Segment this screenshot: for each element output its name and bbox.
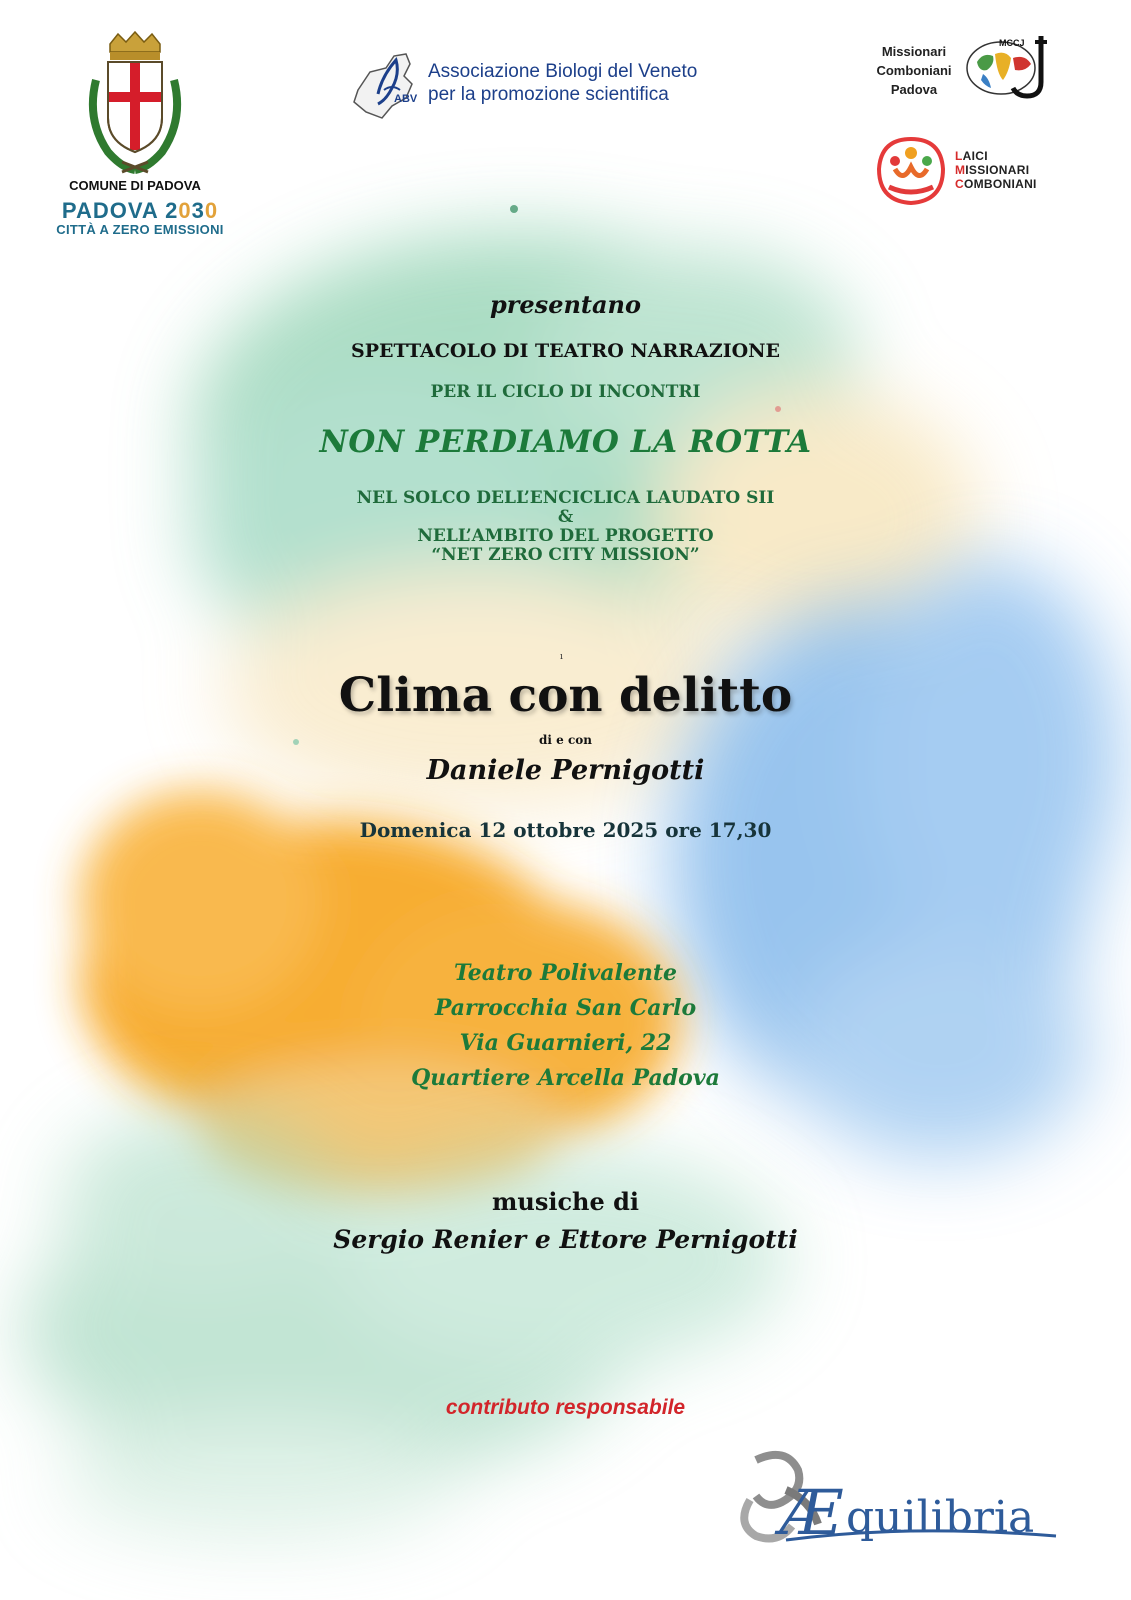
abv-name [428, 60, 697, 106]
solco-line1: NEL SOLCO DELL’ENCICLICA LAUDATO SII [356, 488, 775, 508]
venue-line2: Parrocchia San Carlo [434, 995, 697, 1021]
musician-names: Sergio Renier e Ettore Pernigotti [333, 1225, 798, 1254]
project-context [0, 489, 1131, 565]
series-title: NON PERDIAMO LA ROTTA [319, 424, 812, 460]
mccj-line3: Padova [890, 82, 938, 97]
presentano: presentano [489, 290, 642, 319]
venue-block [0, 956, 1131, 1096]
ciclo-heading: PER IL CICLO DI INCONTRI [430, 382, 701, 402]
lmc-name [955, 149, 1037, 191]
mccj-line1: Missionari [881, 44, 947, 59]
author-name: Daniele Pernigotti [426, 755, 705, 786]
venue-line3: Via Guarnieri, 22 [459, 1030, 672, 1056]
venue-line1: Teatro Polivalente [453, 960, 678, 986]
abv-veneto-map-icon [348, 50, 438, 124]
zero-emissioni-label: CITTÀ A ZERO EMISSIONI [56, 222, 224, 237]
abv-line2: per la promozione scientifica [428, 84, 669, 105]
lmc-line3: COMBONIANI [955, 177, 1037, 191]
comune-padova-crest-icon [82, 30, 188, 178]
music-label: musiche di [491, 1187, 640, 1216]
comune-label: COMUNE DI PADOVA [69, 178, 201, 193]
mccj-name [862, 42, 966, 99]
solco-line3: NELL’AMBITO DEL PROGETTO [417, 526, 714, 546]
equilibria-logo-icon [726, 1440, 1066, 1550]
di-e-con: di e con [539, 733, 592, 747]
padova-2030-logo: PADOVA 2030 [61, 198, 219, 223]
venue-line4: Quartiere Arcella Padova [411, 1065, 720, 1091]
svg-text:Æ: Æ [780, 1476, 843, 1549]
lmc-people-icon [873, 135, 949, 207]
lmc-line1: LAICI [955, 149, 988, 163]
contributo-label: contributo responsabile [445, 1396, 686, 1419]
mccj-globe-cross-icon [965, 32, 1059, 100]
svg-text:ABV: ABV [394, 93, 418, 105]
event-date: Domenica 12 ottobre 2025 ore 17,30 [359, 818, 772, 842]
lmc-line2: MISSIONARI [955, 163, 1030, 177]
spettacolo-heading: SPETTACOLO DI TEATRO NARRAZIONE [351, 340, 780, 362]
svg-text:quilibria: quilibria [846, 1492, 1035, 1543]
show-title: Clima con delitto [338, 668, 793, 723]
solco-line4: “NET ZERO CITY MISSION” [431, 545, 700, 565]
abv-line1: Associazione Biologi del Veneto [428, 61, 698, 82]
solco-line2: & [557, 507, 574, 527]
svg-text:MCCJ: MCCJ [999, 38, 1025, 48]
stray-mark: ı [560, 652, 563, 662]
mccj-line2: Comboniani [876, 63, 952, 78]
